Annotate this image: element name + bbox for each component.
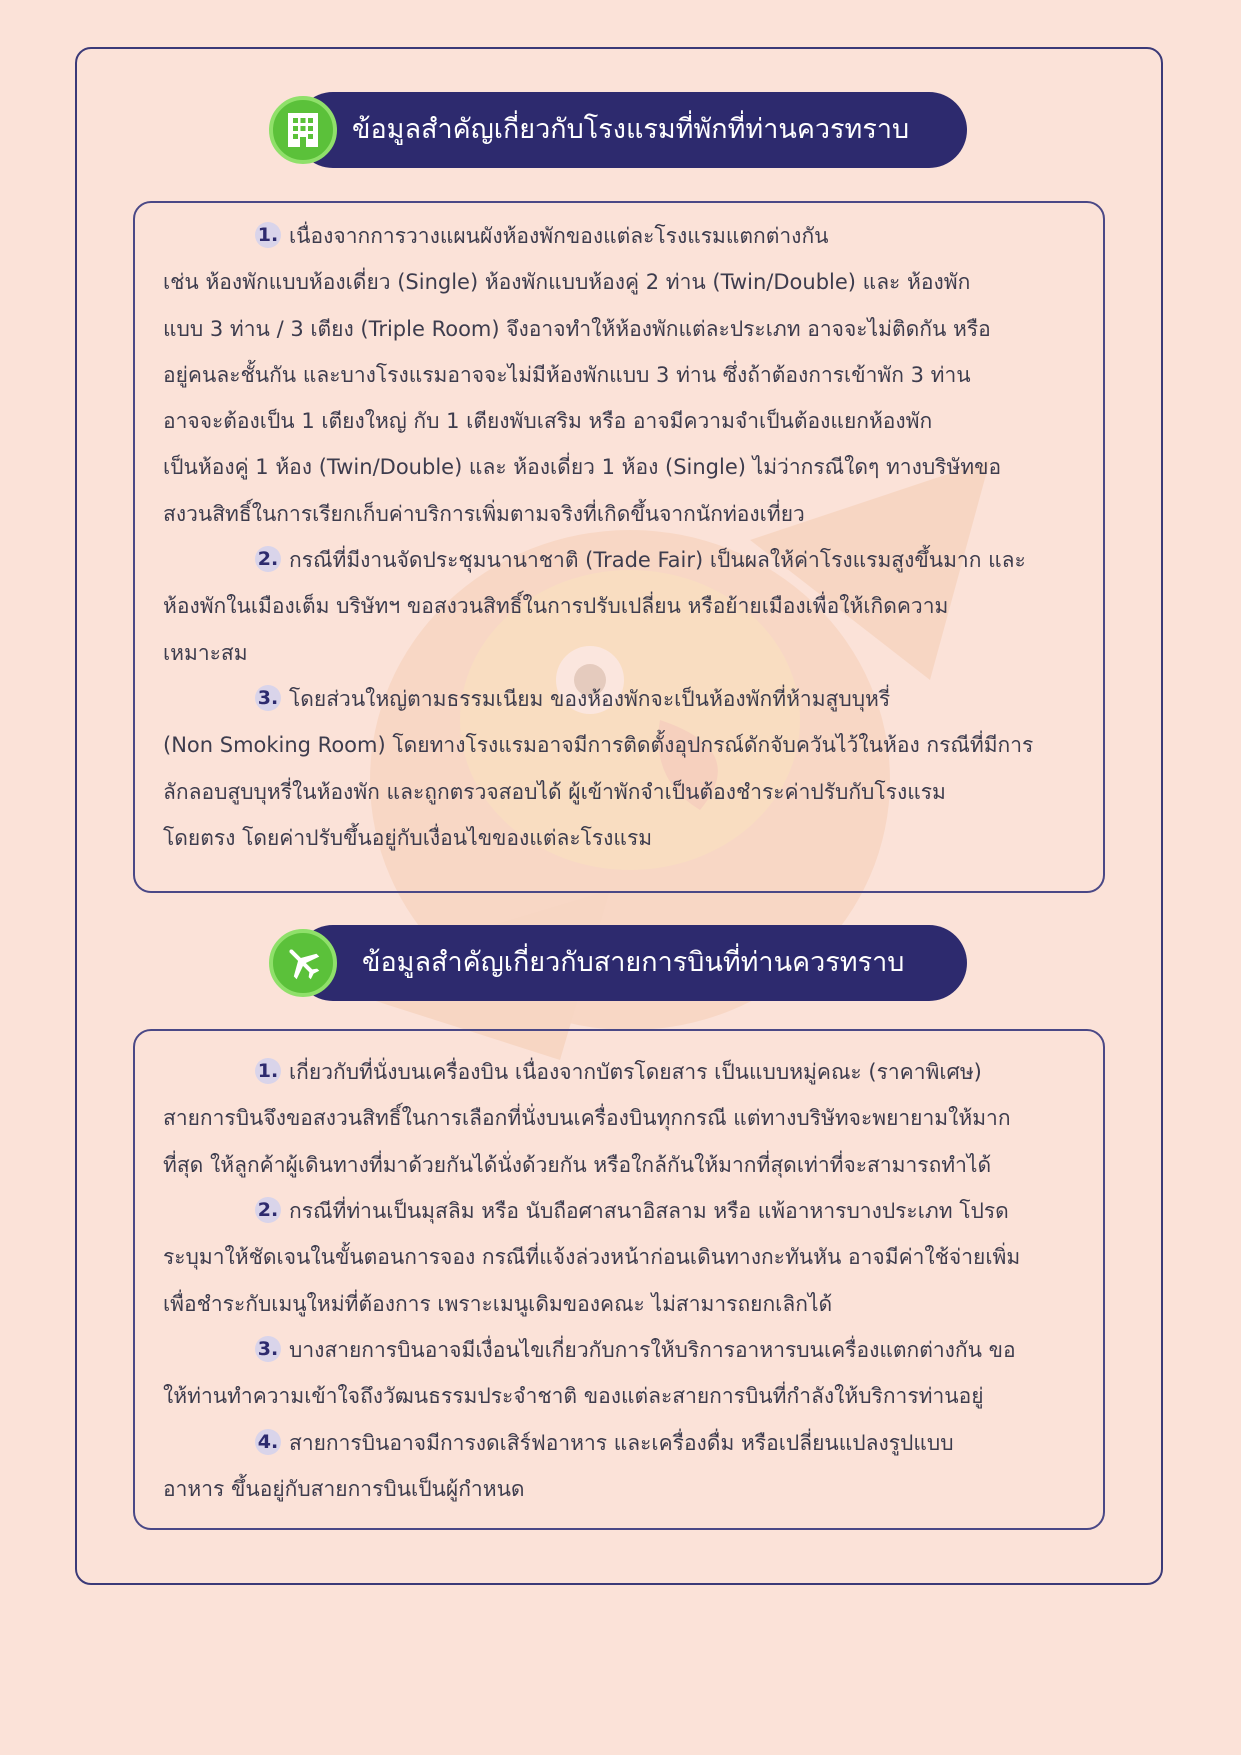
airline-header-icon-badge	[269, 929, 337, 997]
item-number-badge: 1.	[255, 222, 281, 248]
airline-item-3-line: ให้ท่านทำความเข้าใจถึงวัฒนธรรมประจำชาติ ของแต่ละสายการบินที่กำลังให้บริการท่านอยู่	[163, 1384, 984, 1409]
airline-item-1	[163, 1049, 1083, 1188]
hotel-item-2-line: เหมาะสม	[163, 640, 248, 665]
airline-item-2-line: เพื่อชำระกับเมนูใหม่ที่ต้องการ เพราะเมนูเดิมของคณะ ไม่สามารถยกเลิกได้	[163, 1291, 833, 1316]
hotel-item-1-line	[163, 213, 1083, 259]
item-number-badge: 2.	[255, 1197, 281, 1223]
item-number-badge: 3.	[255, 685, 281, 711]
hotel-item-2-text: กรณีที่มีงานจัดประชุมนานาชาติ (Trade Fair) เป็นผลให้ค่าโรงแรมสูงขึ้นมาก และ	[289, 548, 1026, 572]
airline-item-2	[163, 1188, 1083, 1327]
item-number-badge: 2.	[255, 546, 281, 572]
airline-item-4-text: สายการบินอาจมีการงดเสิร์ฟอาหาร และเครื่องดื่ม หรือเปลี่ยนแปลงรูปแบบ	[289, 1431, 954, 1455]
hotel-item-3-line: โดยตรง โดยค่าปรับขึ้นอยู่กับเงื่อนไขของแต่ละโรงแรม	[163, 825, 653, 850]
airline-item-4-line: อาหาร ขึ้นอยู่กับสายการบินเป็นผู้กำหนด	[163, 1477, 525, 1502]
hotel-item-1-line: แบบ 3 ท่าน / 3 เตียง (Triple Room) จึงอาจทำให้ห้องพักแต่ละประเภท อาจจะไม่ติดกัน หรือ	[163, 316, 991, 341]
hotel-item-3	[163, 676, 1083, 861]
airline-item-1-text: เกี่ยวกับที่นั่งบนเครื่องบิน เนื่องจากบัตรโดยสาร เป็นแบบหมู่คณะ (ราคาพิเศษ)	[289, 1060, 982, 1084]
hotel-item-2-line: ห้องพักในเมืองเต็ม บริษัทฯ ขอสงวนสิทธิ์ในการปรับเปลี่ยน หรือย้ายเมืองเพื่อให้เกิดความ	[163, 594, 949, 619]
item-number-badge: 3.	[255, 1336, 281, 1362]
hotel-section-title: ข้อมูลสำคัญเกี่ยวกับโรงแรมที่พักที่ท่านควรทราบ	[352, 114, 910, 145]
hotel-item-3-line	[163, 676, 1083, 722]
airline-item-1-line	[163, 1049, 1083, 1095]
item-number-badge: 4.	[255, 1429, 281, 1455]
item-number-badge: 1.	[255, 1058, 281, 1084]
hotel-item-1-line: อยู่คนละชั้นกัน และบางโรงแรมอาจจะไม่มีห้องพักแบบ 3 ท่าน ซึ่งถ้าต้องการเข้าพัก 3 ท่าน	[163, 362, 971, 387]
airline-item-3-line	[163, 1327, 1083, 1373]
hotel-item-3-text: โดยส่วนใหญ่ตามธรรมเนียม ของห้องพักจะเป็นห้องพักที่ห้ามสูบบุหรี่	[289, 687, 891, 711]
hotel-item-1-line: สงวนสิทธิ์ในการเรียกเก็บค่าบริการเพิ่มตามจริงที่เกิดขึ้นจากนักท่องเที่ยว	[163, 501, 805, 526]
hotel-item-1-line: เช่น ห้องพักแบบห้องเดี่ยว (Single) ห้องพักแบบห้องคู่ 2 ท่าน (Twin/Double) และ ห้องพัก	[163, 270, 971, 295]
airline-item-1-line: ที่สุด ให้ลูกค้าผู้เดินทางที่มาด้วยกันได้นั่งด้วยกัน หรือใกล้กันให้มากที่สุดเท่าที่จะสามารถทำได้	[163, 1152, 992, 1177]
hotel-item-1-line: อาจจะต้องเป็น 1 เตียงใหญ่ กับ 1 เตียงพับเสริม หรือ อาจมีความจำเป็นต้องแยกห้องพัก	[163, 409, 933, 434]
hotel-item-2-line	[163, 537, 1083, 583]
airline-item-2-text: กรณีที่ท่านเป็นมุสลิม หรือ นับถือศาสนาอิสลาม หรือ แพ้อาหารบางประเภท โปรด	[289, 1199, 1009, 1223]
hotel-item-1-text: เนื่องจากการวางแผนผังห้องพักของแต่ละโรงแรมแตกต่างกัน	[289, 224, 829, 248]
airplane-icon	[283, 943, 323, 983]
airline-item-2-line: ระบุมาให้ชัดเจนในขั้นตอนการจอง กรณีที่แจ้งล่วงหน้าก่อนเดินทางกะทันหัน อาจมีค่าใช้จ่ายเพิ่ม	[163, 1245, 1021, 1270]
building-icon	[285, 111, 321, 149]
hotel-item-1	[163, 213, 1083, 537]
hotel-item-1-line: เป็นห้องคู่ 1 ห้อง (Twin/Double) และ ห้องเดี่ยว 1 ห้อง (Single) ไม่ว่ากรณีใดๆ ทางบริษัทขอ	[163, 455, 1002, 480]
hotel-item-3-line: (Non Smoking Room) โดยทางโรงแรมอาจมีการติดตั้งอุปกรณ์ดักจับควันไว้ในห้อง กรณีที่มีการ	[163, 733, 1034, 758]
airline-section-title: ข้อมูลสำคัญเกี่ยวกับสายการบินที่ท่านควรทราบ	[362, 947, 905, 978]
hotel-header-icon-badge	[269, 96, 337, 164]
hotel-item-3-line: ลักลอบสูบบุหรี่ในห้องพัก และถูกตรวจสอบได้ ผู้เข้าพักจำเป็นต้องชำระค่าปรับกับโรงแรม	[163, 779, 946, 804]
airline-item-1-line: สายการบินจึงขอสงวนสิทธิ์ในการเลือกที่นั่งบนเครื่องบินทุกกรณี แต่ทางบริษัทจะพยายามให้มาก	[163, 1106, 1011, 1131]
airline-item-4	[163, 1420, 1083, 1513]
hotel-item-2	[163, 537, 1083, 676]
airline-item-4-line	[163, 1420, 1083, 1466]
airline-item-3-text: บางสายการบินอาจมีเงื่อนไขเกี่ยวกับการให้บริการอาหารบนเครื่องแตกต่างกัน ขอ	[289, 1338, 1016, 1362]
airline-item-2-line	[163, 1188, 1083, 1234]
airline-item-3	[163, 1327, 1083, 1420]
